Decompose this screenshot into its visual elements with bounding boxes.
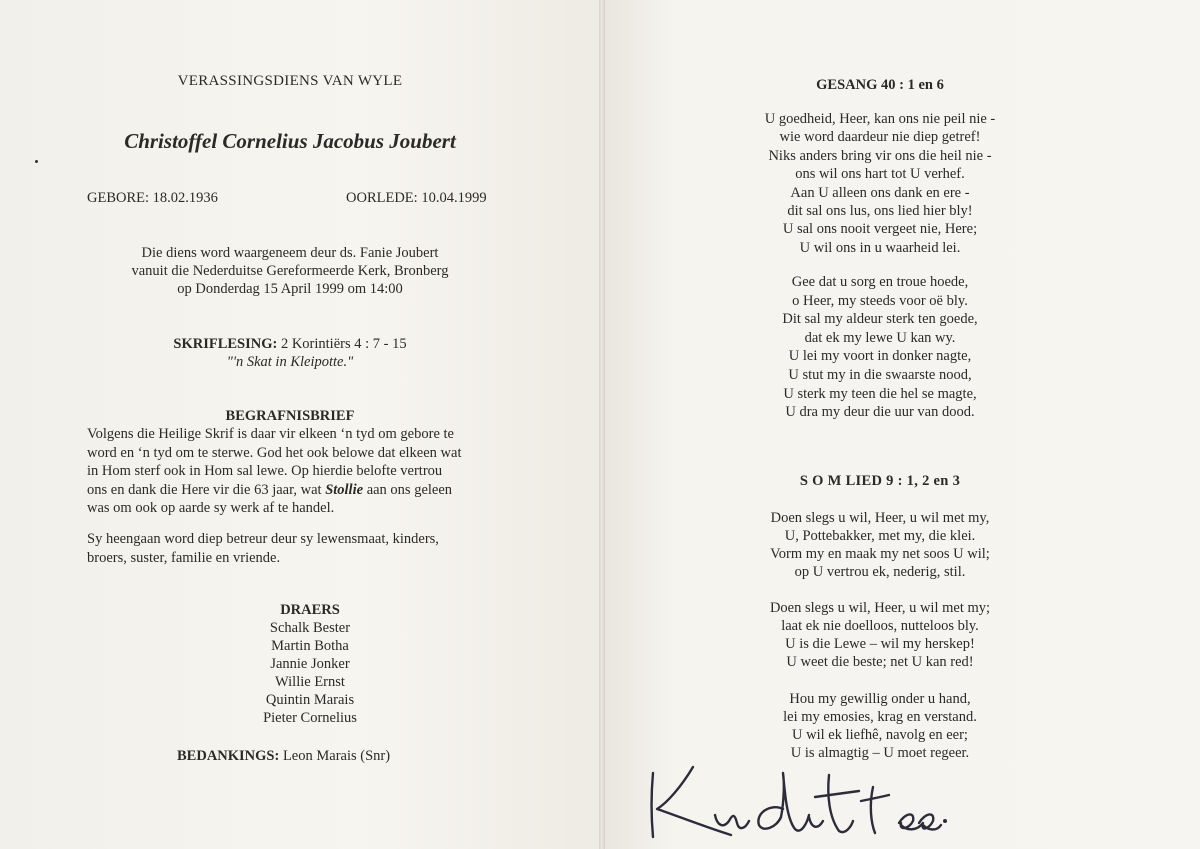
verse-line: U stut my in die swaarste nood, — [788, 366, 972, 383]
verse-line: wie word daardeur nie diep getref! — [779, 129, 981, 146]
letter-paragraph-1 — [87, 425, 500, 518]
hymn1-verse-2 — [680, 273, 1080, 422]
verse-line: ons wil ons hart tot U verhef. — [795, 166, 965, 183]
letter-line: in Hom sterf ook in Hom sal lewe. Op hierdie belofte vertrou — [87, 463, 443, 479]
hymn1-title: GESANG 40 : 1 en 6 — [816, 77, 944, 93]
bearer-name: Schalk Bester — [269, 620, 351, 636]
verse-line: U weet die beste; net U kan red! — [786, 654, 974, 670]
verse-line: lei my emosies, krag en verstand. — [783, 709, 977, 725]
letter-line: broers, suster, familie en vriende. — [87, 549, 281, 566]
letter-line-start: ons en dank die Here vir die 63 jaar, wat — [87, 481, 326, 498]
thanks-label: BEDANKINGS: — [177, 748, 280, 764]
died-label: OORLEDE: — [346, 190, 418, 206]
verse-line: U lei my voort in donker nagte, — [788, 348, 972, 365]
service-line: op Donderdag 15 April 1999 om 14:00 — [177, 281, 403, 297]
bearers-section — [110, 601, 510, 727]
reading-label: SKRIFLESING: — [173, 336, 278, 352]
verse-line: U wil ek liefhê, navolg en eer; — [792, 727, 968, 743]
bearer-name: Quintin Marais — [265, 692, 355, 708]
page-fold — [599, 0, 605, 849]
handwritten-note — [645, 765, 955, 840]
letter-line: Sy heengaan word diep betreur deur sy lewensmaat, kinders, — [87, 531, 439, 547]
letter-line: was om ook op aarde sy werk af te handel. — [87, 500, 335, 516]
scripture-reading — [60, 335, 520, 371]
born-info — [87, 189, 218, 207]
verse-line: op U vertrou ek, nederig, stil. — [794, 564, 966, 580]
thanks-name: Leon Marais (Snr) — [282, 748, 391, 764]
verse-line: U wil ons in u waarheid lei. — [799, 239, 961, 256]
service-line: Die diens word waargeneem deur ds. Fanie Joubert — [141, 245, 439, 261]
letter-heading: BEGRAFNISBRIEF — [225, 408, 355, 424]
died-info — [346, 189, 487, 207]
reading-quote: "'n Skat in Kleipotte." — [226, 354, 354, 370]
deceased-name: Christoffel Cornelius Jacobus Joubert — [124, 129, 456, 153]
hymn2-verse-2 — [680, 599, 1080, 671]
verse-line: Gee dat u sorg en troue hoede, — [791, 274, 969, 290]
hymn2-verse-3 — [680, 690, 1080, 762]
verse-line: Niks anders bring vir ons die heil nie - — [768, 147, 992, 164]
letter-line-with-nickname — [87, 481, 500, 500]
nickname: Stollie — [325, 481, 364, 498]
died-date: 10.04.1999 — [421, 190, 487, 206]
verse-line: Hou my gewillig onder u hand, — [789, 691, 971, 707]
verse-line: Vorm my en maak my net soos U wil; — [770, 546, 990, 562]
verse-line: Aan U alleen ons dank en ere - — [790, 184, 970, 201]
ink-dot — [35, 160, 38, 163]
verse-line: U goedheid, Heer, kan ons nie peil nie - — [764, 111, 996, 127]
verse-line: laat ek nie doelloos, nutteloos bly. — [781, 618, 979, 634]
verse-line: Doen slegs u wil, Heer, u wil met my; — [769, 600, 991, 616]
service-line: vanuit die Nederduitse Gereformeerde Kerk, Bronberg — [131, 263, 449, 279]
bearers-heading: DRAERS — [280, 602, 340, 618]
verse-line: Dit sal my aldeur sterk ten goede, — [782, 311, 978, 328]
born-date: 18.02.1936 — [152, 190, 218, 206]
thanks-line — [177, 747, 390, 765]
verse-line: Doen slegs u wil, Heer, u wil met my, — [770, 510, 990, 526]
letter-paragraph-2 — [87, 530, 500, 567]
hymn2-title: S O M LIED 9 : 1, 2 en 3 — [799, 473, 961, 489]
bearer-name: Willie Ernst — [275, 674, 345, 690]
verse-line: U, Pottebakker, met my, die klei. — [784, 528, 976, 544]
verse-line: o Heer, my steeds voor oë bly. — [792, 292, 968, 309]
born-label: GEBORE: — [87, 190, 150, 206]
verse-line: dit sal ons lus, ons lied hier bly! — [787, 203, 973, 220]
letter-line-end: aan ons geleen — [363, 481, 453, 498]
verse-line: U dra my deur die uur van dood. — [785, 404, 975, 421]
letter-line: word en ‘n tyd om te sterwe. God het ook belowe dat elkeen wat — [87, 444, 462, 461]
verse-line: dat ek my lewe U kan wy. — [804, 329, 956, 346]
bearer-name: Martin Botha — [271, 638, 349, 654]
bearer-name: Jannie Jonker — [270, 656, 350, 672]
service-details — [60, 244, 520, 298]
verse-line: U is die Lewe – wil my herskep! — [785, 636, 975, 652]
verse-line: U sal ons nooit vergeet nie, Here; — [782, 221, 978, 238]
letter-line: Volgens die Heilige Skrif is daar vir elkeen ‘n tyd om gebore te — [87, 426, 454, 442]
bearer-name: Pieter Cornelius — [263, 710, 357, 726]
hymn2-verse-1 — [680, 509, 1080, 581]
reading-reference: 2 Korintiërs 4 : 7 - 15 — [280, 336, 407, 352]
verse-line: U is almagtig – U moet regeer. — [790, 745, 970, 761]
service-header: VERASSINGSDIENS VAN WYLE — [177, 73, 403, 89]
hymn1-verse-1 — [680, 110, 1080, 257]
verse-line: U sterk my teen die hel se magte, — [783, 385, 977, 402]
